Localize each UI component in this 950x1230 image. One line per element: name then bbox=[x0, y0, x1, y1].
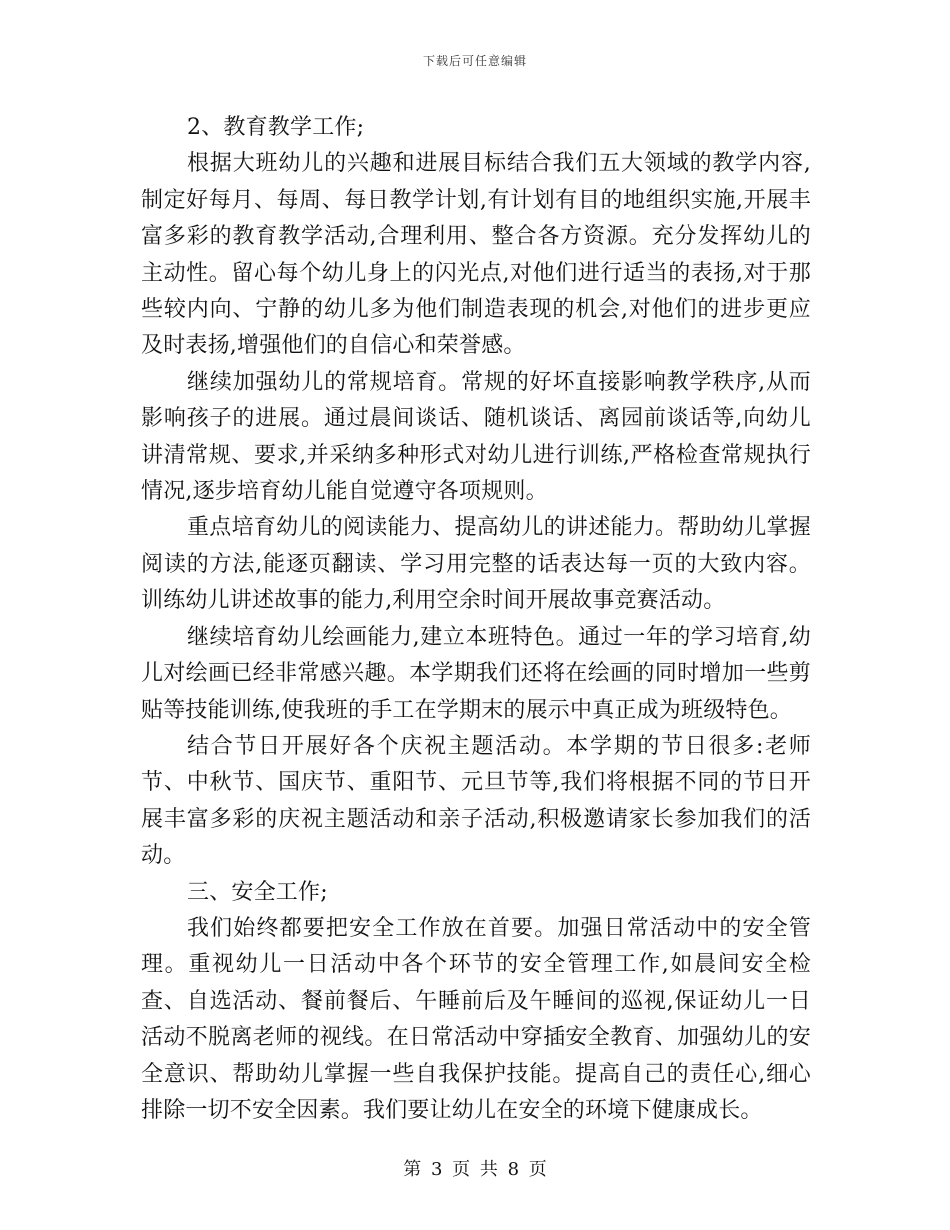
paragraph-safety-work: 我们始终都要把安全工作放在首要。加强日常活动中的安全管理。重视幼儿一日活动中各个环节的安全管理工作,如晨间安全检查、自选活动、餐前餐后、午睡前后及午睡间的巡视,保证幼儿一日活动不脱离老师的视线。在日常活动中穿插安全教育、加强幼儿的安全意识、帮助幼儿掌握一些自我保护技能。提高自己的责任心,细心排除一切不安全因素。我们要让幼儿在安全的环境下健康成长。 bbox=[141, 915, 811, 1123]
document-body bbox=[141, 110, 811, 1129]
paragraph-reading-ability: 重点培育幼儿的阅读能力、提高幼儿的讲述能力。帮助幼儿掌握阅读的方法,能逐页翻读、学习用完整的话表达每一页的大致内容。训练幼儿讲述故事的能力,利用空余时间开展故事竞赛活动。 bbox=[141, 515, 811, 614]
paragraph-drawing-ability: 继续培育幼儿绘画能力,建立本班特色。通过一年的学习培育,幼儿对绘画已经非常感兴趣。本学期我们还将在绘画的同时增加一些剪贴等技能训练,使我班的手工在学期末的展示中真正成为班级特色。 bbox=[141, 624, 811, 723]
section-heading-safety: 三、安全工作; bbox=[187, 879, 328, 905]
section-heading-teaching: 2、教育教学工作; bbox=[187, 115, 365, 140]
page-number: 第 3 页 共 8 页 bbox=[403, 1159, 547, 1180]
paragraph-teaching-plan: 根据大班幼儿的兴趣和进展目标结合我们五大领域的教学内容,制定好每月、每周、每日教学计划,有计划有目的地组织实施,开展丰富多彩的教育教学活动,合理利用、整合各方资源。充分发挥幼儿的主动性。留心每个幼儿身上的闪光点,对他们进行适当的表扬,对于那些较内向、宁静的幼儿多为他们制造表现的机会,对他们的进步更应及时表扬,增强他们的自信心和荣誉感。 bbox=[141, 151, 811, 359]
paragraph-festival-activities: 结合节日开展好各个庆祝主题活动。本学期的节日很多:老师节、中秋节、国庆节、重阳节、元旦节等,我们将根据不同的节日开展丰富多彩的庆祝主题活动和亲子活动,积极邀请家长参加我们的活动。 bbox=[141, 733, 811, 869]
paragraph-routine-training: 继续加强幼儿的常规培育。常规的好坏直接影响教学秩序,从而影响孩子的进展。通过晨间谈话、随机谈话、离园前谈话等,向幼儿讲清常规、要求,并采纳多种形式对幼儿进行训练,严格检查常规执行情况,逐步培育幼儿能自觉遵守各项规则。 bbox=[141, 369, 811, 505]
page-header: 下载后可任意编辑 bbox=[422, 54, 527, 68]
